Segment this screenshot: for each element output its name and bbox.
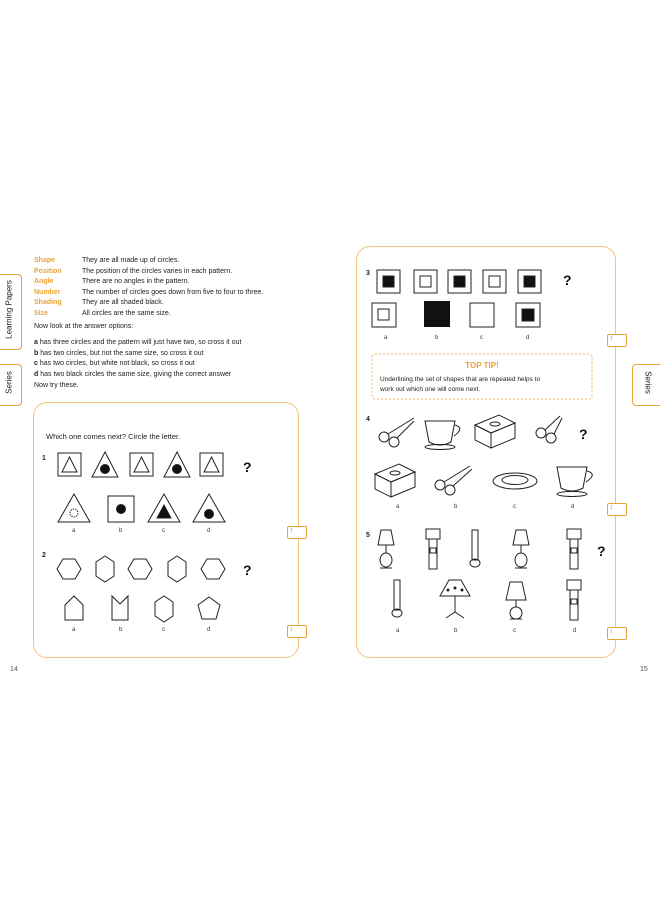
q3-label-a: a [384,335,388,341]
question-number-2: 2 [42,552,46,559]
mark-label: 1 [610,505,613,511]
q4-label-d: d [571,504,575,510]
q4-answer-b [435,466,472,495]
feature-term: Size [34,309,49,317]
q5-seq-lamp-1 [378,530,394,568]
q5-answer-b [440,580,470,618]
mark-label: 1 [610,336,613,342]
q4-answer-a [375,464,415,497]
q5-question-mark: ? [597,543,606,559]
q5-answer-d [567,580,581,620]
q2-label-b: b [119,627,123,633]
q4-label-c: c [513,504,516,510]
q4-seq-scissors-1 [379,418,414,447]
question-number-1: 1 [42,455,46,462]
question-number-3: 3 [366,270,370,277]
q5-mark-box[interactable] [607,627,627,640]
q2-label-c: c [162,627,165,633]
feature-term: Angle [34,278,54,285]
q5-seq-torch-2 [470,530,480,567]
q5-answer-c [506,582,526,619]
explanation-text: has three circles and the pattern will just have two, so cross it out [39,339,242,346]
q3-answer-d [516,303,540,327]
q3-label-c: c [480,335,483,341]
q5-seq-torch-1 [426,529,440,569]
explanation-letter: a [34,339,38,346]
explanation-letter: c [34,360,38,367]
learning-papers-tab-label: Learning Papers [4,280,14,339]
q4-answer-c [493,473,537,489]
now-look-text: Now look at the answer options: [34,323,134,330]
feature-desc: All circles are the same size. [82,309,171,317]
q3-answer-b [424,301,450,327]
q3-seq-item [414,270,437,293]
q1-label-c: c [162,528,165,534]
q5-seq-lamp-2 [513,530,529,568]
mark-label: 1 [290,627,293,633]
feature-term: Shape [34,257,56,264]
q1-label-a: a [72,528,76,534]
feature-desc: They are all made up of circles. [82,257,180,264]
q4-seq-tissuebox-1 [475,415,515,448]
q4-question-mark: ? [579,426,588,442]
feature-term: Shading [34,299,62,306]
q3-answer-c [470,303,494,327]
feature-desc: The position of the circles varies in each pattern. [82,267,233,275]
q1-label-d: d [207,528,211,534]
q3-seq-item [518,270,541,293]
feature-desc: They are all shaded black. [82,299,164,306]
q1-question-mark: ? [243,459,252,475]
series-tab-right-label: Series [643,371,653,394]
top-tip-line-2: work out which one will come next. [380,386,481,393]
q4-label-a: a [396,504,400,510]
q5-seq-torch-3 [567,529,581,569]
mark-label: 1 [290,528,293,534]
q3-seq-item [377,270,400,293]
q4-seq-scissors-2 [536,416,562,443]
q2-label-d: d [207,627,211,633]
top-tip-text [380,375,540,395]
q3-mark-box[interactable] [607,334,627,347]
q4-answer-d [557,467,592,497]
q1-label-b: b [119,528,123,534]
q5-label-a: a [396,628,400,634]
explanation-text: has two circles, but white not black, so cross it out [39,360,195,367]
explanation-text: has two black circles the same size, giving the correct answer [40,370,232,378]
explanation-letter: b [34,349,39,357]
q3-answer-a [372,303,396,327]
series-tab-left-label: Series [4,371,14,394]
q5-label-b: b [454,628,458,634]
q3-label-b: b [435,335,439,341]
mark-label: 1 [610,629,613,635]
q2-label-a: a [72,627,76,633]
q4-label-b: b [454,504,458,510]
top-tip-title: TOP TIP! [465,361,499,370]
feature-desc: There are no angles in the pattern. [82,278,190,285]
instruction-text: Which one comes next? Circle the letter. [46,432,181,441]
feature-term: Number [34,288,61,296]
feature-term: Position [34,267,62,275]
question-number-5: 5 [366,532,370,539]
explanation-text: has two circles, but not the same size, so cross it out [40,349,204,357]
q5-answer-a [392,580,402,617]
q3-seq-item [483,270,506,293]
q5-label-d: d [573,628,577,634]
top-tip-line-1: Underlining the set of shapes that are repeated helps to [380,376,541,383]
q3-seq-item [448,270,471,293]
q5-label-c: c [513,628,516,634]
q2-question-mark: ? [243,562,252,578]
q4-mark-box[interactable] [607,503,627,516]
question-number-4: 4 [366,416,370,423]
q4-seq-cup-1 [425,421,460,450]
feature-desc: The number of circles goes down from five to four to three. [82,288,264,296]
try-these-text: Now try these. [34,382,79,389]
right-page-number: 15 [640,666,648,673]
explanation-letter: d [34,370,39,378]
left-page-number: 14 [10,666,18,673]
q3-label-d: d [526,335,530,341]
q3-question-mark: ? [563,272,572,288]
